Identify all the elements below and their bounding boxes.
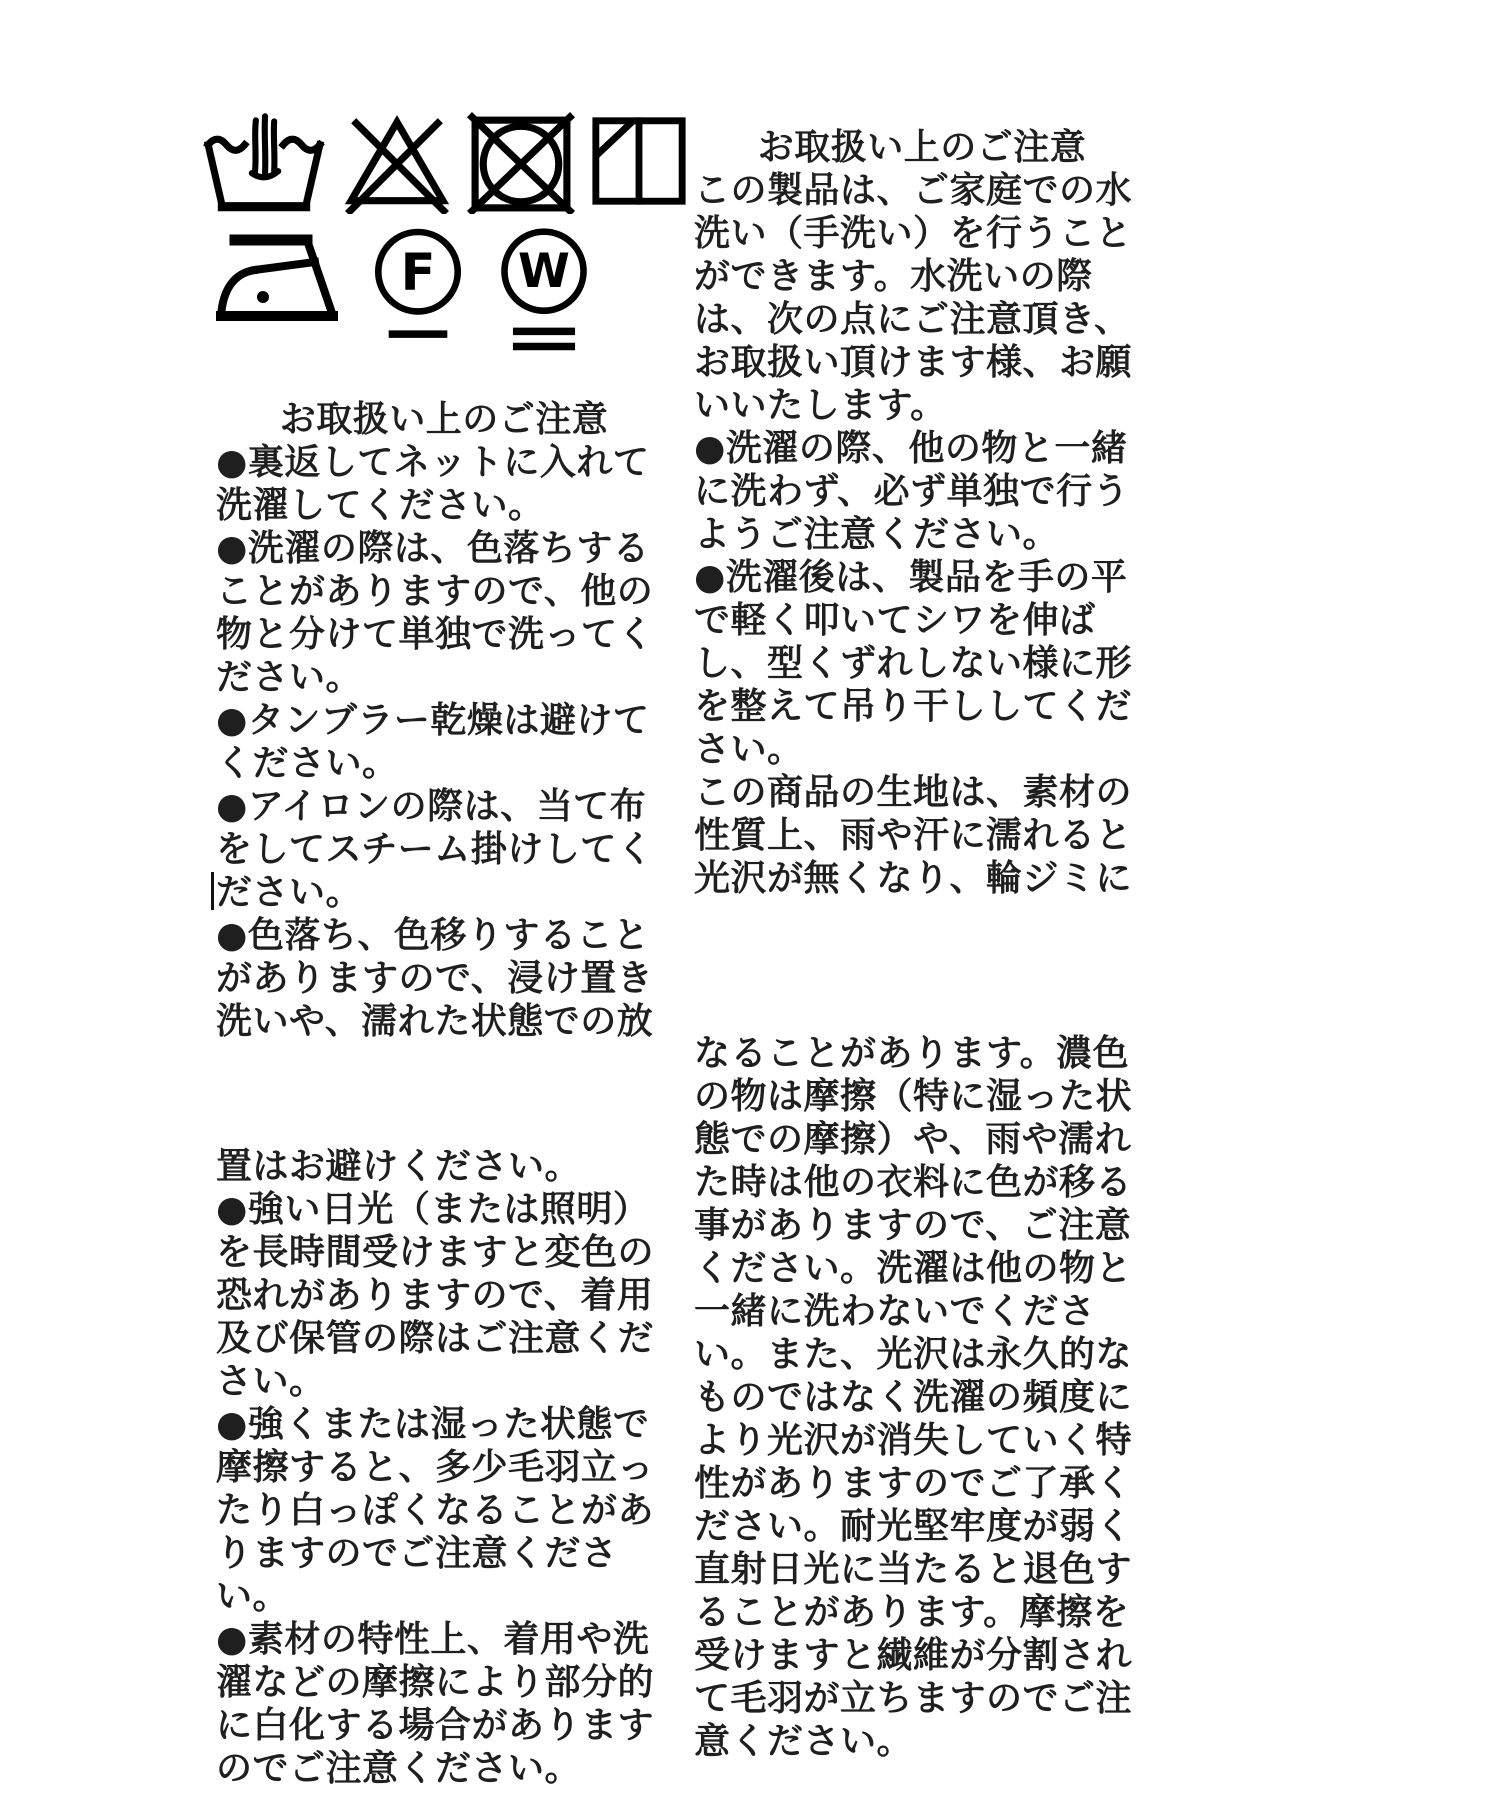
care-instruction: ●タンブラー乾燥は避けてください。: [216, 700, 650, 784]
column-break-gap: [694, 900, 1150, 1032]
hand-wash-icon: [198, 112, 330, 214]
care-instruction: ●強くまたは湿った状態で摩擦すると、多少毛羽立ったり白っぽくなることがありますのでご注意ください。: [216, 1404, 655, 1617]
professional-dry-clean-f-icon: [366, 226, 470, 342]
care-instruction: 置はお避けください。: [216, 1146, 582, 1187]
right-care-header: お取扱い上のご注意: [757, 127, 1087, 168]
professional-wet-clean-w-icon: [492, 226, 596, 354]
care-instruction: ●素材の特性上、着用や洗濯などの摩擦により部分的に白化する場合がありますのでご注意ください。: [216, 1619, 655, 1789]
do-not-bleach-icon: [340, 112, 454, 214]
care-symbols-row-1: [198, 112, 690, 214]
left-care-header: お取扱い上のご注意: [279, 399, 609, 440]
care-symbols-block: [198, 112, 690, 354]
care-instruction: ●裏返してネットに入れて洗濯してください。: [216, 442, 650, 526]
left-care-column: [216, 398, 672, 1790]
care-instruction: なることがあります。濃色の物は摩擦（特に湿った状態での摩擦）や、雨や濡れた時は他の衣料に色が移る事がありますので、ご注意ください。洗濯は他の物と一緒に洗わないでください。また、光沢は永久的なものではなく洗濯の頻度により光沢が消失していく特性がありますのでご了承ください。耐光堅牢度が弱く直射日光に当たると退色することがあります。摩擦を受けますと繊維が分割されて毛羽が立ちますのでご注意ください。: [694, 1033, 1133, 1762]
care-instruction: ●洗濯の際、他の物と一緒に洗わず、必ず単独で行うようご注意ください。: [694, 428, 1130, 555]
care-instruction: ●強い日光（または照明）を長時間受けますと変色の恐れがありますので、着用及び保管の際はご注意ください。: [216, 1189, 655, 1402]
do-not-tumble-dry-icon: [464, 112, 578, 214]
care-symbols-row-2: [212, 226, 690, 354]
care-instruction: ●アイロンの際は、当て布をしてスチーム掛けしてください。: [216, 786, 654, 913]
care-instruction: ●色落ち、色移りすることがありますので、浸け置き洗いや、濡れた状態での放: [216, 915, 654, 1042]
iron-low-heat-icon: [212, 226, 344, 330]
wet-clean-letter: W: [518, 244, 570, 300]
text-cursor: [211, 872, 214, 910]
care-instruction: ●洗濯の際は、色落ちすることがありますので、他の物と分けて単独で洗ってください。: [216, 528, 655, 698]
right-care-column: [694, 126, 1150, 1763]
dry-clean-letter: F: [400, 243, 436, 303]
column-break-gap: [216, 1043, 672, 1145]
care-instruction: ●洗濯後は、製品を手の平で軽く叩いてシワを伸ばし、型くずれしない様に形を整えて吊り干ししてください。: [694, 557, 1133, 770]
line-dry-in-shade-icon: [588, 112, 690, 210]
care-instruction: この製品は、ご家庭での水洗い（手洗い）を行うことができます。水洗いの際は、次の点にご注意頂き、お取扱い頂けます様、お願いいたします。: [694, 170, 1133, 426]
care-instruction: この商品の生地は、素材の性質上、雨や汗に濡れると光沢が無くなり、輪ジミに: [694, 772, 1133, 899]
